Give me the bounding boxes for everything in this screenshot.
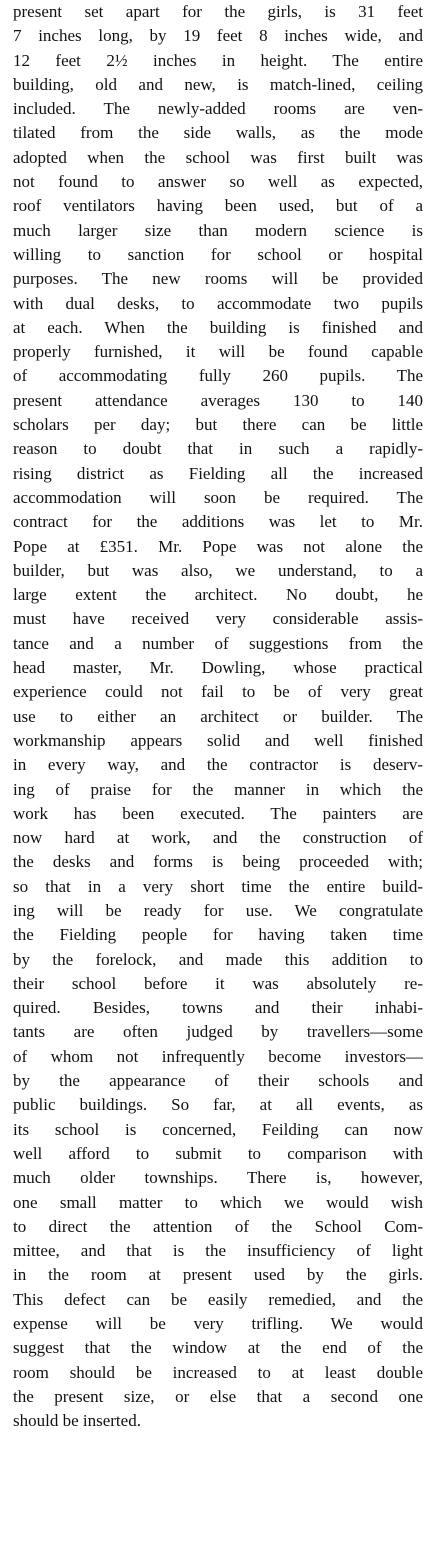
text-line: large extent the architect. No doubt, he: [13, 585, 423, 605]
text-line: accommodation will soon be required. The: [13, 487, 423, 507]
text-line: at each. When the building is finished and: [13, 317, 423, 337]
text-line: use to either an architect or builder. The: [13, 706, 423, 726]
text-line: adopted when the school was first built was: [13, 147, 423, 167]
text-line: building, old and new, is match-lined, ceiling: [13, 74, 423, 94]
text-line: ing will be ready for use. We congratulate: [13, 900, 423, 920]
text-line: by the forelock, and made this addition to: [13, 949, 423, 969]
text-line: much larger size than modern science is: [13, 220, 423, 240]
text-line: suggest that the window at the end of the: [13, 1338, 423, 1358]
text-line: well afford to submit to comparison with: [13, 1143, 423, 1163]
text-line: This defect can be easily remedied, and the: [13, 1289, 423, 1309]
text-line: tilated from the side walls, as the mode: [13, 123, 423, 143]
text-line: not found to answer so well as expected,: [13, 172, 423, 192]
text-line: experience could not fail to be of very great: [13, 682, 423, 702]
text-line: quired. Besides, towns and their inhabi-: [13, 998, 423, 1018]
text-line: rising district as Fielding all the increased: [13, 463, 423, 483]
text-line: work has been executed. The painters are: [13, 803, 423, 823]
text-line: present set apart for the girls, is 31 feet: [13, 2, 423, 21]
text-line: its school is concerned, Feilding can now: [13, 1119, 423, 1139]
text-line: included. The newly-added rooms are ven-: [13, 99, 423, 119]
text-line: of accommodating fully 260 pupils. The: [13, 366, 423, 386]
text-line: purposes. The new rooms will be provided: [13, 269, 423, 289]
text-line: expense will be very trifling. We would: [13, 1314, 423, 1334]
text-line: now hard at work, and the construction of: [13, 828, 423, 848]
text-line: Pope at £351. Mr. Pope was not alone the: [13, 536, 423, 556]
text-line: with dual desks, to accommodate two pupils: [13, 293, 423, 313]
text-line: in every way, and the contractor is deserv-: [13, 755, 423, 775]
text-line: public buildings. So far, at all events, as: [13, 1095, 423, 1115]
text-line: tants are often judged by travellers—some: [13, 1022, 423, 1042]
text-line: the present size, or else that a second one: [13, 1386, 423, 1406]
text-line: contract for the additions was let to Mr.: [13, 512, 423, 532]
text-line: roof ventilators having been used, but of a: [13, 196, 423, 216]
text-line: scholars per day; but there can be little: [13, 415, 423, 435]
text-line: the Fielding people for having taken time: [13, 925, 423, 945]
text-line: so that in a very short time the entire build-: [13, 876, 423, 896]
text-line: by the appearance of their schools and: [13, 1071, 423, 1091]
text-line: of whom not infrequently become investors—: [13, 1046, 423, 1066]
text-line: room should be increased to at least double: [13, 1362, 423, 1382]
text-line: in the room at present used by the girls.: [13, 1265, 423, 1285]
text-line: much older townships. There is, however,: [13, 1168, 423, 1188]
text-line: tance and a number of suggestions from the: [13, 633, 423, 653]
text-line: one small matter to which we would wish: [13, 1192, 423, 1212]
text-line: builder, but was also, we understand, to a: [13, 560, 423, 580]
text-line: reason to doubt that in such a rapidly-: [13, 439, 423, 459]
text-line: ing of praise for the manner in which the: [13, 779, 423, 799]
text-line: willing to sanction for school or hospital: [13, 244, 423, 264]
text-line: mittee, and that is the insufficiency of light: [13, 1241, 423, 1261]
text-line: their school before it was absolutely re-: [13, 973, 423, 993]
text-line: 7 inches long, by 19 feet 8 inches wide, and: [13, 26, 423, 46]
text-line: 12 feet 2½ inches in height. The entire: [13, 50, 423, 70]
text-line: workmanship appears solid and well finished: [13, 730, 423, 750]
text-line: the desks and forms is being proceeded with;: [13, 852, 423, 872]
text-line: should be inserted.: [13, 1411, 141, 1431]
text-line: properly furnished, it will be found capable: [13, 342, 423, 362]
text-line: head master, Mr. Dowling, whose practical: [13, 658, 423, 678]
text-line: to direct the attention of the School Com-: [13, 1216, 423, 1236]
text-line: must have received very considerable assis-: [13, 609, 423, 629]
text-line: present attendance averages 130 to 140: [13, 390, 423, 410]
